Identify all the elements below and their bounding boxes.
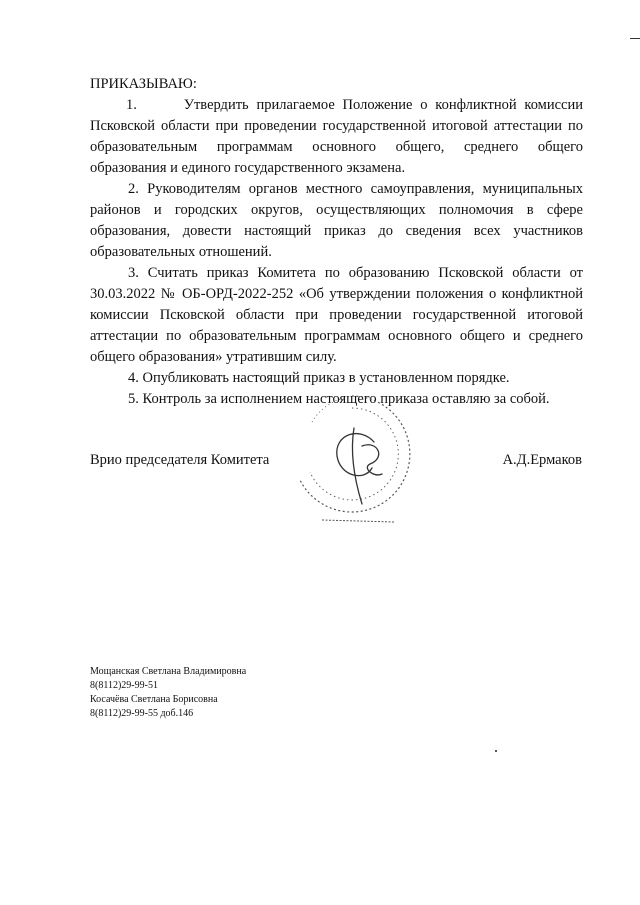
order-item-number: 3. <box>128 265 139 281</box>
order-item-3 <box>90 263 583 368</box>
signatory-name: А.Д.Ермаков <box>502 452 582 468</box>
order-heading: ПРИКАЗЫВАЮ: <box>90 76 197 92</box>
contact-phone: 8(8112)29-99-55 доб.146 <box>90 708 194 719</box>
contact-phone: 8(8112)29-99-51 <box>90 680 158 691</box>
round-seal-icon <box>282 382 422 532</box>
order-body <box>90 74 583 410</box>
order-item-number: 4. <box>128 370 139 386</box>
ink-speck <box>495 750 497 752</box>
order-item-number: 1. <box>126 97 137 113</box>
order-item-text: Считать приказ Комитета по образованию Псковской области от 30.03.2022 № ОБ-ОРД-2022-252 «Об утверждении положения о конфликтной комиссии Псковской области при проведении государственной итоговой аттестации по образовательным программам основного общего и среднего общего образования» утратившим силу. <box>90 265 583 365</box>
order-item-1 <box>90 95 583 179</box>
contact-name: Мощанская Светлана Владимировна <box>90 666 247 677</box>
contact-list <box>90 665 246 721</box>
order-item-number: 2. <box>128 181 139 197</box>
order-item-text: Опубликовать настоящий приказ в установленном порядке. <box>142 370 510 386</box>
order-item-text: Контроль за исполнением настоящего приказа оставляю за собой. <box>142 391 550 407</box>
contact-name: Косачёва Светлана Борисовна <box>90 694 218 705</box>
order-item-text: Руководителям органов местного самоуправления, муниципальных районов и городских округов, осуществляющих полномочия в сфере образования, довести настоящий приказ до сведения всех участников образовательных отношений. <box>90 181 584 260</box>
order-item-2 <box>90 179 583 263</box>
handwritten-signature-icon <box>337 428 382 504</box>
edge-mark <box>630 38 640 39</box>
signatory-role: Врио председателя Комитета <box>90 452 270 468</box>
order-item-text: Утвердить прилагаемое Положение о конфликтной комиссии Псковской области при проведении государственной итоговой аттестации по образовательным программам основного общего, среднего общего образования и единого государственного экзамена. <box>90 97 583 176</box>
order-item-number: 5. <box>128 391 139 407</box>
